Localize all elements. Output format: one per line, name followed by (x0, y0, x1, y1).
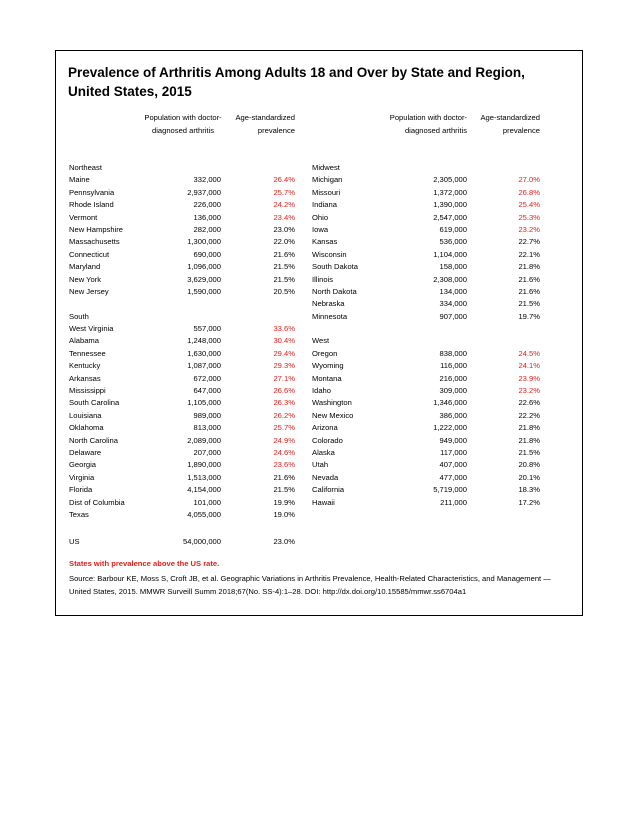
population-value: 3,629,000 (187, 274, 221, 284)
state-name: Indiana (312, 200, 337, 210)
us-prevalence: 23.0% (273, 537, 295, 546)
state-name: Rhode Island (69, 200, 114, 210)
table-row (69, 212, 301, 224)
population-value: 2,089,000 (187, 435, 221, 445)
prevalence-value: 19.9% (273, 497, 295, 507)
right-header (312, 112, 540, 162)
prevalence-value: 24.5% (518, 348, 540, 358)
population-value: 4,154,000 (187, 485, 221, 495)
prevalence-value: 21.5% (518, 447, 540, 457)
population-value: 2,308,000 (433, 274, 467, 284)
spacer (69, 298, 301, 310)
population-value: 5,719,000 (433, 485, 467, 495)
prevalence-value: 21.5% (273, 262, 295, 272)
right-column (312, 112, 540, 509)
population-value: 1,390,000 (433, 200, 467, 210)
state-name: South Carolina (69, 398, 120, 408)
population-value: 477,000 (439, 472, 467, 482)
prevalence-value: 20.5% (273, 286, 295, 296)
table-row (312, 199, 540, 211)
table-row (312, 422, 540, 434)
population-value: 647,000 (193, 386, 221, 396)
population-value: 672,000 (193, 373, 221, 383)
population-value: 1,104,000 (433, 249, 467, 259)
prevalence-value: 25.7% (273, 423, 295, 433)
population-value: 216,000 (439, 373, 467, 383)
population-value: 211,000 (440, 497, 467, 507)
prevalence-value: 19.7% (518, 311, 540, 321)
population-value: 134,000 (439, 286, 467, 296)
population-value: 536,000 (439, 237, 467, 247)
table-row (312, 274, 540, 286)
population-value: 1,513,000 (187, 472, 221, 482)
table-row (69, 509, 301, 521)
prevalence-value: 23.2% (518, 224, 540, 234)
spacer (312, 323, 540, 335)
table-row (69, 385, 301, 397)
prevalence-header: Age-standardized prevalence (235, 113, 295, 135)
state-name: Hawaii (312, 497, 335, 507)
population-value: 1,248,000 (187, 336, 221, 346)
prevalence-value: 23.0% (273, 224, 295, 234)
us-label: US (69, 537, 80, 546)
state-name: New Hampshire (69, 224, 124, 234)
table-row (312, 298, 540, 310)
table-row (312, 497, 540, 509)
state-name: Kansas (312, 237, 338, 247)
prevalence-value: 25.3% (518, 212, 540, 222)
prevalence-value: 25.7% (273, 187, 295, 197)
region-heading: Northeast (69, 163, 102, 172)
prevalence-value: 21.5% (518, 299, 540, 309)
prevalence-value: 30.4% (273, 336, 295, 346)
table-row (69, 261, 301, 273)
state-name: North Carolina (69, 435, 118, 445)
state-name: Oklahoma (69, 423, 104, 433)
table-row (312, 311, 540, 323)
prevalence-value: 21.5% (273, 274, 295, 284)
prevalence-value: 24.2% (273, 200, 295, 210)
prevalence-value: 21.6% (273, 472, 295, 482)
state-name: Washington (312, 398, 352, 408)
population-value: 2,305,000 (433, 175, 467, 185)
population-value: 949,000 (439, 435, 467, 445)
population-value: 309,000 (439, 386, 467, 396)
population-value: 116,000 (440, 361, 467, 371)
table-row (69, 274, 301, 286)
table-row (69, 360, 301, 372)
table-row (69, 497, 301, 509)
state-name: Arizona (312, 423, 338, 433)
population-value: 1,890,000 (187, 460, 221, 470)
table-row (69, 397, 301, 409)
population-value: 334,000 (439, 299, 467, 309)
table-row (312, 212, 540, 224)
state-name: Virginia (69, 472, 95, 482)
state-name: Arkansas (69, 373, 101, 383)
table-row (69, 348, 301, 360)
state-name: West Virginia (69, 324, 114, 334)
state-name: Utah (312, 460, 329, 470)
table-row (69, 435, 301, 447)
table-row (312, 435, 540, 447)
population-value: 557,000 (193, 324, 221, 334)
state-name: North Dakota (312, 286, 357, 296)
population-value: 1,300,000 (187, 237, 221, 247)
population-header: Population with doctor-diagnosed arthritis (144, 113, 222, 135)
population-value: 117,000 (440, 447, 467, 457)
table-row (69, 422, 301, 434)
prevalence-value: 21.8% (518, 262, 540, 272)
table-row (69, 187, 301, 199)
state-name: Oregon (312, 348, 338, 358)
state-name: Kentucky (69, 361, 101, 371)
population-header: Population with doctor-diagnosed arthritis (389, 113, 467, 135)
table-row (312, 348, 540, 360)
table-row (69, 484, 301, 496)
prevalence-value: 23.6% (273, 460, 295, 470)
population-value: 332,000 (193, 175, 221, 185)
state-name: California (312, 485, 345, 495)
population-value: 838,000 (439, 348, 467, 358)
table-row (69, 459, 301, 471)
state-name: Ohio (312, 212, 329, 222)
state-name: Alaska (312, 447, 335, 457)
table-row (312, 373, 540, 385)
prevalence-value: 21.6% (518, 274, 540, 284)
prevalence-value: 23.2% (518, 386, 540, 396)
table-row (312, 447, 540, 459)
state-name: Iowa (312, 224, 329, 234)
prevalence-value: 21.6% (273, 249, 295, 259)
state-name: Montana (312, 373, 342, 383)
table-row (312, 410, 540, 422)
state-name: Minnesota (312, 311, 348, 321)
prevalence-value: 22.6% (518, 398, 540, 408)
population-value: 1,105,000 (187, 398, 221, 408)
population-value: 158,000 (439, 262, 467, 272)
prevalence-value: 21.6% (518, 286, 540, 296)
right-table-body (312, 162, 540, 509)
prevalence-value: 24.9% (273, 435, 295, 445)
prevalence-value: 24.1% (518, 361, 540, 371)
prevalence-value: 21.8% (518, 435, 540, 445)
state-name: Massachusetts (69, 237, 120, 247)
state-name: Maryland (69, 262, 101, 272)
table-row (312, 187, 540, 199)
table-row (312, 249, 540, 261)
state-name: Tennessee (69, 348, 106, 358)
population-value: 1,087,000 (187, 361, 221, 371)
state-name: Wyoming (312, 361, 344, 371)
prevalence-header: Age-standardized prevalence (480, 113, 540, 135)
table-row (69, 373, 301, 385)
table-row (312, 261, 540, 273)
population-value: 1,590,000 (187, 286, 221, 296)
population-value: 282,000 (193, 224, 221, 234)
left-table-body (69, 162, 301, 521)
population-value: 386,000 (439, 410, 467, 420)
state-name: South Dakota (312, 262, 359, 272)
table-row (69, 236, 301, 248)
table-row (312, 472, 540, 484)
left-column (69, 112, 301, 521)
state-name: Illinois (312, 274, 334, 284)
table-row (69, 224, 301, 236)
population-value: 207,000 (193, 447, 221, 457)
left-header (69, 112, 301, 162)
us-total-row (69, 536, 301, 548)
us-population: 54,000,000 (182, 537, 221, 546)
table-row (69, 249, 301, 261)
state-name: Alabama (69, 336, 99, 346)
state-name: Nebraska (312, 299, 345, 309)
state-name: Louisiana (69, 410, 102, 420)
state-name: Connecticut (69, 249, 110, 259)
table-row (69, 335, 301, 347)
population-value: 2,937,000 (187, 187, 221, 197)
state-name: Maine (69, 175, 90, 185)
population-value: 407,000 (439, 460, 467, 470)
population-value: 619,000 (439, 224, 467, 234)
population-value: 813,000 (193, 423, 221, 433)
prevalence-value: 21.8% (518, 423, 540, 433)
page-title: Prevalence of Arthritis Among Adults 18 and Over by State and Region, United States, 2015 (68, 65, 525, 99)
population-value: 907,000 (439, 311, 467, 321)
state-name: New Mexico (312, 410, 354, 420)
prevalence-value: 22.7% (518, 237, 540, 247)
table-row (312, 286, 540, 298)
prevalence-value: 23.4% (273, 212, 295, 222)
prevalence-value: 22.2% (518, 410, 540, 420)
table-row (69, 447, 301, 459)
source-citation: Source: Barbour KE, Moss S, Croft JB, et al. Geographic Variations in Arthritis Prevalence, Health-Related Characteristics, and Management — United States, 2015. MMWR Surveill Summ 2018;67(No. SS-4):1–28. DOI: http://dx.doi.org/10.15585/mmwr.ss6704a1 (69, 574, 551, 596)
state-name: Mississippi (69, 386, 106, 396)
table-row (312, 224, 540, 236)
table-row (312, 385, 540, 397)
state-name: Wisconsin (312, 249, 347, 259)
legend-note: States with prevalence above the US rate. (69, 559, 220, 568)
population-value: 1,372,000 (433, 187, 467, 197)
state-name: Nevada (312, 472, 339, 482)
population-value: 136,000 (193, 212, 221, 222)
table-row (69, 472, 301, 484)
region-heading: West (312, 336, 330, 346)
state-name: Texas (69, 509, 89, 519)
prevalence-value: 26.4% (273, 175, 295, 185)
population-value: 989,000 (193, 410, 221, 420)
prevalence-value: 26.3% (273, 398, 295, 408)
state-name: Missouri (312, 187, 341, 197)
prevalence-value: 27.1% (273, 373, 295, 383)
state-name: Georgia (69, 460, 97, 470)
state-name: Delaware (69, 447, 102, 457)
table-row (312, 459, 540, 471)
prevalence-value: 20.1% (518, 472, 540, 482)
prevalence-value: 20.8% (518, 460, 540, 470)
prevalence-value: 29.4% (273, 348, 295, 358)
table-row (69, 286, 301, 298)
region-heading: South (69, 311, 89, 321)
table-row (312, 360, 540, 372)
state-name: Michigan (312, 175, 343, 185)
prevalence-value: 27.0% (518, 175, 540, 185)
prevalence-value: 19.0% (273, 509, 295, 519)
population-value: 1,630,000 (187, 348, 221, 358)
table-row (69, 199, 301, 211)
state-name: Colorado (312, 435, 343, 445)
population-value: 2,547,000 (433, 212, 467, 222)
prevalence-value: 26.6% (273, 386, 295, 396)
population-value: 1,346,000 (433, 398, 467, 408)
state-name: New York (69, 274, 102, 284)
prevalence-value: 25.4% (518, 200, 540, 210)
prevalence-value: 18.3% (518, 485, 540, 495)
population-value: 690,000 (193, 249, 221, 259)
population-value: 101,000 (193, 497, 221, 507)
prevalence-value: 17.2% (518, 497, 540, 507)
population-value: 226,000 (193, 200, 221, 210)
table-row (312, 236, 540, 248)
prevalence-value: 26.2% (273, 410, 295, 420)
population-value: 1,096,000 (187, 262, 221, 272)
region-heading: Midwest (312, 163, 340, 172)
state-name: Pennsylvania (69, 187, 115, 197)
population-value: 4,055,000 (187, 509, 221, 519)
table-row (69, 174, 301, 186)
prevalence-value: 22.1% (518, 249, 540, 259)
prevalence-value: 21.5% (273, 485, 295, 495)
table-row (312, 397, 540, 409)
prevalence-value: 33.6% (273, 324, 295, 334)
table-row (312, 484, 540, 496)
prevalence-value: 22.0% (273, 237, 295, 247)
prevalence-value: 23.9% (518, 373, 540, 383)
table-row (69, 323, 301, 335)
state-name: New Jersey (69, 286, 109, 296)
state-name: Idaho (312, 386, 332, 396)
prevalence-value: 26.8% (518, 187, 540, 197)
state-name: Florida (69, 485, 93, 495)
state-name: Dist of Columbia (69, 497, 125, 507)
table-row (69, 410, 301, 422)
prevalence-value: 29.3% (273, 361, 295, 371)
table-row (312, 174, 540, 186)
state-name: Vermont (69, 212, 98, 222)
prevalence-value: 24.6% (273, 447, 295, 457)
population-value: 1,222,000 (433, 423, 467, 433)
